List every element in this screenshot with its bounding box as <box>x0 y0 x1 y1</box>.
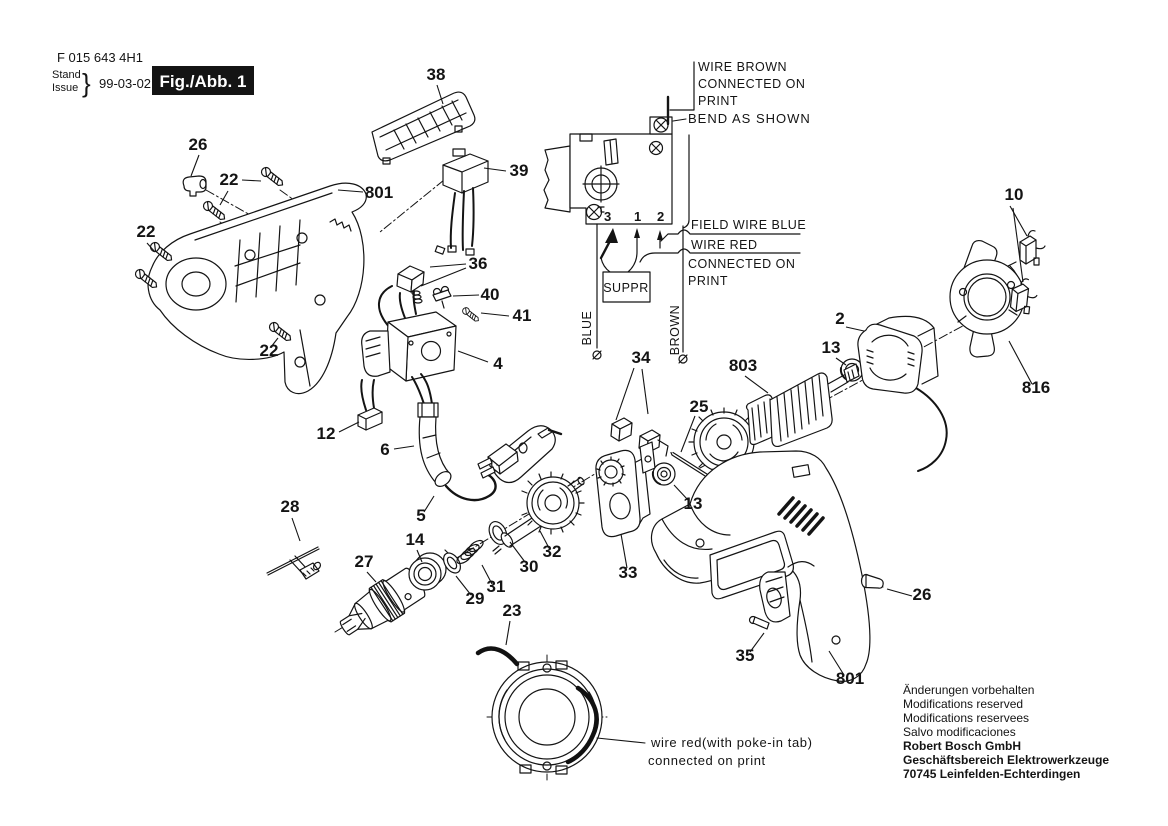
connected-on-label: CONNECTED ON <box>688 257 796 271</box>
print-label: PRINT <box>688 274 728 288</box>
callout-leader-25 <box>681 416 695 452</box>
callout-31: 31 <box>486 577 506 596</box>
part-5-power-cord <box>446 474 496 500</box>
callout-28: 28 <box>280 497 300 516</box>
stand-label: Stand <box>52 69 81 81</box>
callout-leader-34 <box>642 369 648 414</box>
footer-line-2: Modifications reserved <box>903 697 1024 711</box>
callout-34: 34 <box>631 348 651 367</box>
wire-red-note <box>648 735 813 768</box>
blue-wire-label: BLUE <box>580 310 594 346</box>
part-32-gear-spindle <box>493 472 585 554</box>
callout-23: 23 <box>502 601 522 620</box>
suppressor-label: SUPPR <box>603 281 649 295</box>
callout-26-left: 26 <box>188 135 208 154</box>
callout-leader-6 <box>394 446 414 449</box>
wiring-schematic <box>544 60 811 363</box>
part-28-chuck-key <box>267 547 322 579</box>
part-13-bearing-lower <box>653 463 675 485</box>
terminal-3: 3 <box>604 209 612 224</box>
footer-line-4: Salvo modificaciones <box>903 725 1016 739</box>
footer-line-3: Modifications reservees <box>903 711 1030 725</box>
callout-35: 35 <box>735 646 755 665</box>
callout-816: 816 <box>1021 378 1051 397</box>
footer-division: Geschäftsbereich Elektrowerkzeuge <box>903 753 1110 767</box>
callout-leader-41 <box>481 313 509 316</box>
part-23-field-winding <box>478 649 645 780</box>
callout-5: 5 <box>416 506 426 525</box>
part-26-clip-left <box>183 176 206 196</box>
bend-as-shown-label: BEND AS SHOWN <box>688 111 811 126</box>
part-4-switch-block <box>362 286 456 381</box>
callout-14: 14 <box>405 530 425 549</box>
callout-13-lower: 13 <box>683 494 703 513</box>
wire-brown-note-2: CONNECTED ON <box>698 77 806 91</box>
callout-40: 40 <box>480 285 500 304</box>
callout-leader-22-a <box>220 191 228 205</box>
callout-27: 27 <box>354 552 374 571</box>
callout-leader-36 <box>421 268 466 286</box>
part-code: F 015 643 4H1 <box>57 50 144 65</box>
part-35-pin <box>750 617 770 630</box>
part-40-clamp <box>433 287 451 309</box>
callout-29: 29 <box>465 589 485 608</box>
callout-803: 803 <box>728 356 758 375</box>
callout-801-left: 801 <box>364 183 394 202</box>
callout-leader-36 <box>430 264 466 267</box>
callout-33: 33 <box>618 563 638 582</box>
part-38-vent-cover <box>372 92 475 164</box>
part-22-screw <box>202 200 228 223</box>
part-22-screw <box>260 166 286 189</box>
wire-brown-note-1: WIRE BROWN <box>698 60 788 74</box>
terminal-1: 1 <box>634 209 642 224</box>
callout-22-a: 22 <box>219 170 239 189</box>
part-6-cord-grommet <box>412 374 454 489</box>
callout-36: 36 <box>468 254 488 273</box>
footer-company: Robert Bosch GmbH <box>903 739 1022 753</box>
callout-leader-23 <box>506 621 510 645</box>
part-5-plug <box>478 426 561 483</box>
callout-leader-26-right <box>887 589 912 596</box>
callout-leader-2 <box>846 327 864 331</box>
callout-10: 10 <box>1004 185 1024 204</box>
part-26-button-right <box>862 575 884 589</box>
part-801-housing-left <box>148 183 366 393</box>
part-2-stator <box>858 316 947 471</box>
callout-leader-34 <box>616 368 634 420</box>
part-801-housing-right <box>651 451 869 681</box>
part-39-switch <box>443 149 488 255</box>
callout-leader-28 <box>292 518 300 541</box>
callout-leader-10 <box>1010 206 1027 236</box>
brown-wire-label: BROWN <box>668 304 682 356</box>
part-10-carbon-brush <box>1020 231 1045 265</box>
callout-26-right: 26 <box>912 585 932 604</box>
terminal-2: 2 <box>657 209 665 224</box>
part-12-cable-clamp <box>358 380 382 430</box>
wire-brown-note-3: PRINT <box>698 94 738 108</box>
callout-39: 39 <box>509 161 529 180</box>
wire-red-label: WIRE RED <box>691 238 758 252</box>
callout-30: 30 <box>519 557 539 576</box>
callout-leader-22-a <box>242 180 261 181</box>
callout-12: 12 <box>316 424 336 443</box>
callout-2: 2 <box>835 309 845 328</box>
callout-22-b: 22 <box>136 222 156 241</box>
callout-32: 32 <box>542 542 562 561</box>
wire-red-note-line2: connected on print <box>648 753 766 768</box>
part-41-screw <box>461 306 480 323</box>
field-wire-blue-label: FIELD WIRE BLUE <box>691 218 807 232</box>
callout-25: 25 <box>689 397 709 416</box>
callout-6: 6 <box>380 440 390 459</box>
issue-label: Issue <box>52 82 79 94</box>
callout-38: 38 <box>426 65 446 84</box>
company-block <box>903 683 1109 781</box>
wire-red-note-line1: wire red(with poke-in tab) <box>651 735 813 750</box>
callout-4: 4 <box>493 354 503 373</box>
figure-label: Fig./Abb. 1 <box>159 72 247 91</box>
callout-leader-4 <box>458 351 488 362</box>
footer-address: 70745 Leinfelden-Echterdingen <box>903 767 1081 781</box>
callout-leader-27 <box>367 572 376 582</box>
callout-22-c: 22 <box>259 341 279 360</box>
brace-glyph: } <box>82 68 91 98</box>
callout-41: 41 <box>512 306 532 325</box>
title-block <box>52 50 254 98</box>
callout-13-upper: 13 <box>821 338 841 357</box>
wire-terminal <box>448 246 456 252</box>
part-14-bearing <box>409 553 446 590</box>
footer-line-1: Änderungen vorbehalten <box>903 683 1035 697</box>
callout-leader-26-left <box>191 155 199 176</box>
switch-schematic-box <box>544 117 672 224</box>
callout-leader-40 <box>453 295 479 296</box>
callout-801-right: 801 <box>835 669 865 688</box>
callout-leader-803 <box>745 376 768 393</box>
callout-leader-12 <box>339 422 359 432</box>
issue-date: 99-03-02 <box>99 76 152 91</box>
